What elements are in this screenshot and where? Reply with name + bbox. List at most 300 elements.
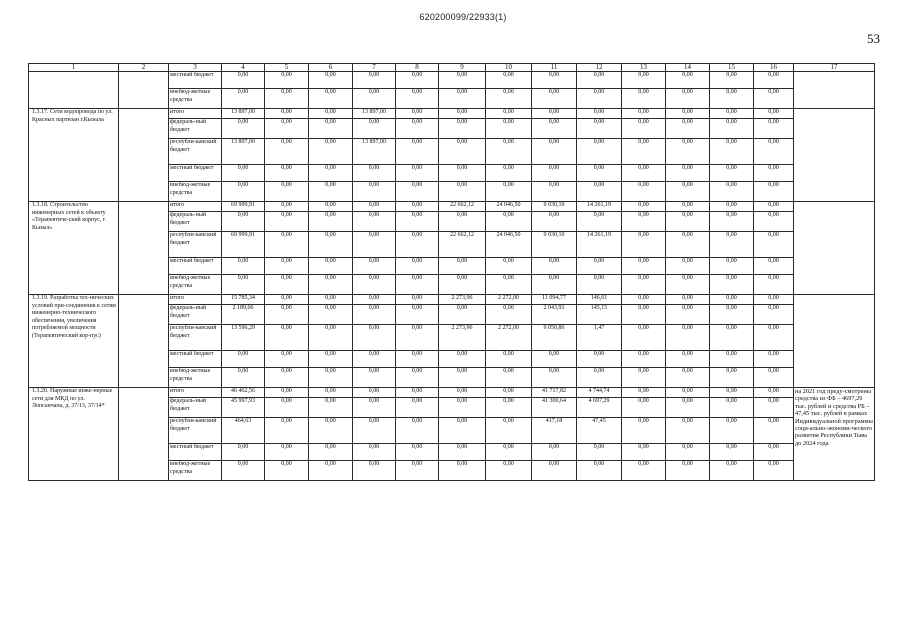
amount-cell: 0,00 [577, 461, 622, 481]
amount-cell: 13 897,00 [222, 109, 265, 119]
amount-cell: 0,00 [622, 398, 666, 418]
amount-cell: 0,00 [532, 212, 577, 232]
header-cell: 5 [265, 64, 309, 72]
amount-cell: 0,00 [622, 182, 666, 202]
header-cell: 17 [794, 64, 875, 72]
amount-cell: 22 662,12 [439, 202, 486, 212]
amount-cell: 0,00 [265, 258, 309, 275]
amount-cell: 13 596,29 [222, 325, 265, 351]
amount-cell: 0,00 [710, 461, 754, 481]
column-2-cell [119, 388, 169, 481]
amount-cell: 0,00 [754, 418, 794, 444]
amount-cell: 0,00 [710, 305, 754, 325]
amount-cell: 0,00 [265, 295, 309, 305]
amount-cell: 0,00 [666, 119, 710, 139]
header-cell: 3 [169, 64, 222, 72]
funding-source: республи-канский бюджет [169, 232, 222, 258]
funding-source: итого [169, 109, 222, 119]
amount-cell: 0,00 [309, 165, 353, 182]
amount-cell: 0,00 [396, 388, 439, 398]
amount-cell: 9 030,10 [532, 202, 577, 212]
amount-cell: 0,00 [396, 295, 439, 305]
amount-cell: 0,00 [666, 72, 710, 89]
amount-cell: 0,00 [710, 258, 754, 275]
amount-cell: 0,00 [666, 89, 710, 109]
amount-cell: 0,00 [577, 444, 622, 461]
funding-source: федераль-ный бюджет [169, 119, 222, 139]
amount-cell: 0,00 [396, 275, 439, 295]
column-2-cell [119, 109, 169, 202]
amount-cell: 0,00 [710, 165, 754, 182]
amount-cell: 0,00 [754, 368, 794, 388]
amount-cell: 464,63 [222, 418, 265, 444]
amount-cell: 0,00 [532, 461, 577, 481]
amount-cell: 0,00 [265, 212, 309, 232]
amount-cell: 0,00 [622, 295, 666, 305]
amount-cell: 0,00 [309, 139, 353, 165]
item-name: 1.3.19. Разработка тех-нических условий при-соединения к сетям инженерно-технического обеспечения, увеличения потребляемой мощности (Терапевтический кор-пус) [29, 295, 119, 388]
amount-cell: 0,00 [265, 139, 309, 165]
amount-cell: 0,00 [622, 232, 666, 258]
amount-cell: 0,00 [439, 351, 486, 368]
amount-cell: 0,00 [439, 388, 486, 398]
amount-cell: 0,00 [532, 119, 577, 139]
amount-cell: 0,00 [754, 212, 794, 232]
amount-cell: 0,00 [396, 182, 439, 202]
amount-cell: 0,00 [486, 139, 532, 165]
amount-cell: 0,00 [754, 202, 794, 212]
amount-cell: 0,00 [622, 461, 666, 481]
amount-cell: 0,00 [486, 182, 532, 202]
amount-cell: 0,00 [353, 398, 396, 418]
amount-cell: 0,00 [396, 305, 439, 325]
table-row [29, 388, 875, 398]
amount-cell: 0,00 [710, 295, 754, 305]
amount-cell: 0,00 [666, 139, 710, 165]
amount-cell: 0,00 [622, 119, 666, 139]
amount-cell: 0,00 [710, 119, 754, 139]
amount-cell: 0,00 [353, 212, 396, 232]
amount-cell: 13 897,00 [222, 139, 265, 165]
amount-cell: 0,00 [353, 72, 396, 89]
amount-cell: 0,00 [666, 212, 710, 232]
amount-cell: 0,00 [353, 165, 396, 182]
item-name: 1.3.17. Сети водопровода по ул. Красных партизан г.Кызыла [29, 109, 119, 202]
amount-cell: 0,00 [754, 232, 794, 258]
amount-cell: 41 300,64 [532, 398, 577, 418]
amount-cell: 0,00 [396, 398, 439, 418]
amount-cell: 0,00 [439, 461, 486, 481]
funding-source: местный бюджет [169, 351, 222, 368]
amount-cell: 1,47 [577, 325, 622, 351]
funding-source: местный бюджет [169, 444, 222, 461]
amount-cell: 0,00 [532, 89, 577, 109]
amount-cell: 0,00 [439, 258, 486, 275]
amount-cell: 0,00 [622, 89, 666, 109]
note-cell [794, 72, 875, 109]
amount-cell: 0,00 [666, 461, 710, 481]
amount-cell: 0,00 [222, 89, 265, 109]
column-2-cell [119, 202, 169, 295]
funding-source: итого [169, 202, 222, 212]
amount-cell: 0,00 [439, 165, 486, 182]
amount-cell: 0,00 [353, 275, 396, 295]
amount-cell: 0,00 [439, 444, 486, 461]
amount-cell: 0,00 [396, 119, 439, 139]
amount-cell: 0,00 [353, 444, 396, 461]
amount-cell: 9 030,10 [532, 232, 577, 258]
amount-cell: 0,00 [396, 165, 439, 182]
amount-cell: 0,00 [754, 325, 794, 351]
amount-cell: 0,00 [353, 202, 396, 212]
amount-cell: 0,00 [710, 388, 754, 398]
amount-cell: 0,00 [396, 232, 439, 258]
amount-cell: 0,00 [710, 418, 754, 444]
funding-source: внебюд-жетные средства [169, 182, 222, 202]
amount-cell: 2 272,00 [486, 295, 532, 305]
amount-cell: 46 462,56 [222, 388, 265, 398]
header-cell: 6 [309, 64, 353, 72]
amount-cell: 0,00 [754, 398, 794, 418]
amount-cell: 417,18 [532, 418, 577, 444]
amount-cell: 69 999,91 [222, 232, 265, 258]
amount-cell: 0,00 [486, 165, 532, 182]
amount-cell: 0,00 [265, 202, 309, 212]
amount-cell: 0,00 [309, 461, 353, 481]
amount-cell: 0,00 [353, 305, 396, 325]
amount-cell: 0,00 [710, 202, 754, 212]
amount-cell: 0,00 [754, 275, 794, 295]
amount-cell: 0,00 [622, 72, 666, 89]
funding-source: внебюд-жетные средства [169, 368, 222, 388]
funding-source: местный бюджет [169, 165, 222, 182]
amount-cell: 0,00 [666, 444, 710, 461]
funding-source: внебюд-жетные средства [169, 275, 222, 295]
amount-cell: 0,00 [666, 388, 710, 398]
amount-cell: 0,00 [265, 418, 309, 444]
amount-cell: 0,00 [222, 119, 265, 139]
funding-source: итого [169, 295, 222, 305]
amount-cell: 0,00 [265, 182, 309, 202]
amount-cell: 0,00 [439, 139, 486, 165]
funding-source: местный бюджет [169, 72, 222, 89]
amount-cell: 0,00 [710, 109, 754, 119]
amount-cell: 45 997,93 [222, 398, 265, 418]
amount-cell: 15 785,34 [222, 295, 265, 305]
funding-source: федераль-ный бюджет [169, 305, 222, 325]
amount-cell: 0,00 [486, 418, 532, 444]
amount-cell: 0,00 [265, 119, 309, 139]
amount-cell: 0,00 [622, 275, 666, 295]
amount-cell: 0,00 [532, 109, 577, 119]
funding-source: республи-канский бюджет [169, 325, 222, 351]
amount-cell: 0,00 [265, 275, 309, 295]
amount-cell: 0,00 [439, 398, 486, 418]
item-name [29, 72, 119, 109]
amount-cell: 0,00 [486, 305, 532, 325]
amount-cell: 0,00 [309, 182, 353, 202]
table-row [29, 295, 875, 305]
amount-cell: 0,00 [754, 351, 794, 368]
amount-cell: 0,00 [439, 368, 486, 388]
amount-cell: 0,00 [754, 109, 794, 119]
amount-cell: 0,00 [532, 275, 577, 295]
header-cell: 9 [439, 64, 486, 72]
amount-cell: 0,00 [353, 89, 396, 109]
amount-cell: 0,00 [439, 89, 486, 109]
amount-cell: 0,00 [486, 89, 532, 109]
amount-cell: 0,00 [309, 398, 353, 418]
amount-cell: 0,00 [754, 182, 794, 202]
amount-cell: 0,00 [309, 232, 353, 258]
amount-cell: 0,00 [309, 212, 353, 232]
amount-cell: 0,00 [309, 388, 353, 398]
amount-cell: 0,00 [439, 182, 486, 202]
amount-cell: 0,00 [754, 139, 794, 165]
budget-table [28, 63, 875, 481]
amount-cell: 0,00 [532, 72, 577, 89]
amount-cell: 0,00 [486, 275, 532, 295]
column-2-cell [119, 72, 169, 109]
amount-cell: 24 046,50 [486, 232, 532, 258]
amount-cell: 0,00 [309, 325, 353, 351]
amount-cell: 0,00 [265, 165, 309, 182]
amount-cell: 11 094,77 [532, 295, 577, 305]
amount-cell: 0,00 [353, 182, 396, 202]
header-cell: 10 [486, 64, 532, 72]
amount-cell: 0,00 [353, 232, 396, 258]
amount-cell: 0,00 [353, 258, 396, 275]
amount-cell: 0,00 [532, 444, 577, 461]
amount-cell: 0,00 [754, 72, 794, 89]
amount-cell: 0,00 [486, 461, 532, 481]
amount-cell: 0,00 [309, 89, 353, 109]
amount-cell: 0,00 [353, 119, 396, 139]
amount-cell: 0,00 [265, 351, 309, 368]
header-cell: 2 [119, 64, 169, 72]
amount-cell: 0,00 [666, 109, 710, 119]
amount-cell: 14 261,19 [577, 232, 622, 258]
amount-cell: 0,00 [577, 275, 622, 295]
amount-cell: 0,00 [532, 258, 577, 275]
table-body [29, 64, 875, 481]
funding-source: местный бюджет [169, 258, 222, 275]
amount-cell: 14 261,19 [577, 202, 622, 212]
amount-cell: 0,00 [577, 258, 622, 275]
amount-cell: 0,00 [532, 139, 577, 165]
amount-cell: 0,00 [666, 232, 710, 258]
amount-cell: 0,00 [622, 444, 666, 461]
amount-cell: 0,00 [754, 461, 794, 481]
header-cell: 12 [577, 64, 622, 72]
amount-cell: 0,00 [309, 72, 353, 89]
amount-cell: 0,00 [577, 89, 622, 109]
amount-cell: 0,00 [710, 89, 754, 109]
amount-cell: 0,00 [666, 258, 710, 275]
amount-cell: 0,00 [754, 119, 794, 139]
document-id: 620200099/22933(1) [419, 12, 507, 22]
amount-cell: 0,00 [439, 72, 486, 89]
amount-cell: 0,00 [622, 368, 666, 388]
item-name: 1.3.18. Строительство инженерных сетей к объекту «Терапевтиче-ский корпус, г. Кызыл» [29, 202, 119, 295]
amount-cell: 0,00 [439, 275, 486, 295]
amount-cell: 0,00 [710, 398, 754, 418]
amount-cell: 0,00 [222, 72, 265, 89]
amount-cell: 0,00 [265, 72, 309, 89]
amount-cell: 0,00 [710, 325, 754, 351]
amount-cell: 22 662,12 [439, 232, 486, 258]
amount-cell: 0,00 [532, 165, 577, 182]
amount-cell: 0,00 [577, 72, 622, 89]
funding-source: федераль-ный бюджет [169, 398, 222, 418]
amount-cell: 0,00 [222, 212, 265, 232]
amount-cell: 0,00 [396, 325, 439, 351]
amount-cell: 0,00 [222, 165, 265, 182]
amount-cell: 0,00 [754, 444, 794, 461]
header-cell: 15 [710, 64, 754, 72]
amount-cell: 0,00 [666, 351, 710, 368]
amount-cell: 0,00 [710, 444, 754, 461]
amount-cell: 0,00 [532, 351, 577, 368]
amount-cell: 0,00 [265, 444, 309, 461]
amount-cell: 0,00 [222, 368, 265, 388]
amount-cell: 0,00 [486, 351, 532, 368]
amount-cell: 0,00 [486, 444, 532, 461]
amount-cell: 0,00 [396, 72, 439, 89]
amount-cell: 0,00 [396, 368, 439, 388]
header-cell: 13 [622, 64, 666, 72]
amount-cell: 0,00 [396, 258, 439, 275]
item-name: 1.3.20. Наружные инже-нерные сети для МКД по ул. Лопсанчапа, д. 37/13, 37/14* [29, 388, 119, 481]
page-number: 53 [867, 31, 880, 46]
amount-cell: 0,00 [622, 202, 666, 212]
amount-cell: 0,00 [439, 418, 486, 444]
amount-cell: 0,00 [486, 368, 532, 388]
amount-cell: 0,00 [622, 212, 666, 232]
amount-cell: 0,00 [309, 202, 353, 212]
amount-cell: 4 697,29 [577, 398, 622, 418]
amount-cell: 0,00 [666, 368, 710, 388]
amount-cell: 0,00 [622, 258, 666, 275]
amount-cell: 0,00 [309, 119, 353, 139]
amount-cell: 0,00 [396, 212, 439, 232]
amount-cell: 0,00 [265, 232, 309, 258]
amount-cell: 0,00 [666, 418, 710, 444]
amount-cell: 0,00 [666, 275, 710, 295]
amount-cell: 0,00 [622, 305, 666, 325]
amount-cell: 0,00 [265, 388, 309, 398]
amount-cell: 0,00 [265, 89, 309, 109]
amount-cell: 0,00 [222, 182, 265, 202]
amount-cell: 0,00 [353, 295, 396, 305]
amount-cell: 0,00 [265, 461, 309, 481]
amount-cell: 145,15 [577, 305, 622, 325]
amount-cell: 0,00 [622, 351, 666, 368]
amount-cell: 0,00 [577, 212, 622, 232]
amount-cell: 0,00 [754, 165, 794, 182]
amount-cell: 0,00 [666, 398, 710, 418]
amount-cell: 0,00 [353, 325, 396, 351]
amount-cell: 0,00 [710, 368, 754, 388]
amount-cell: 0,00 [353, 368, 396, 388]
amount-cell: 0,00 [222, 351, 265, 368]
amount-cell: 0,00 [577, 139, 622, 165]
amount-cell: 0,00 [265, 368, 309, 388]
amount-cell: 0,00 [577, 119, 622, 139]
amount-cell: 0,00 [622, 418, 666, 444]
header-cell: 14 [666, 64, 710, 72]
amount-cell: 0,00 [396, 202, 439, 212]
amount-cell: 9 050,86 [532, 325, 577, 351]
amount-cell: 24 046,50 [486, 202, 532, 212]
amount-cell: 0,00 [754, 89, 794, 109]
header-cell: 8 [396, 64, 439, 72]
amount-cell: 0,00 [396, 418, 439, 444]
amount-cell: 0,00 [486, 258, 532, 275]
amount-cell: 0,00 [622, 139, 666, 165]
amount-cell: 2 273,96 [439, 325, 486, 351]
amount-cell: 0,00 [577, 368, 622, 388]
amount-cell: 0,00 [754, 305, 794, 325]
funding-source: федераль-ный бюджет [169, 212, 222, 232]
amount-cell: 0,00 [353, 351, 396, 368]
amount-cell: 41 717,82 [532, 388, 577, 398]
header-cell: 7 [353, 64, 396, 72]
amount-cell: 0,00 [486, 398, 532, 418]
amount-cell: 0,00 [754, 295, 794, 305]
amount-cell: 2 189,06 [222, 305, 265, 325]
amount-cell: 0,00 [309, 305, 353, 325]
amount-cell: 0,00 [265, 305, 309, 325]
header-cell: 11 [532, 64, 577, 72]
amount-cell: 0,00 [309, 368, 353, 388]
amount-cell: 0,00 [710, 182, 754, 202]
amount-cell: 0,00 [396, 109, 439, 119]
amount-cell: 0,00 [439, 119, 486, 139]
amount-cell: 0,00 [486, 72, 532, 89]
amount-cell: 0,00 [439, 305, 486, 325]
amount-cell: 0,00 [353, 418, 396, 444]
funding-source: республи-канский бюджет [169, 418, 222, 444]
header-cell: 16 [754, 64, 794, 72]
amount-cell: 0,00 [666, 202, 710, 212]
amount-cell: 0,00 [532, 368, 577, 388]
funding-source: внебюд-жетные средства [169, 89, 222, 109]
amount-cell: 0,00 [439, 109, 486, 119]
amount-cell: 0,00 [396, 461, 439, 481]
amount-cell: 146,61 [577, 295, 622, 305]
amount-cell: 0,00 [353, 388, 396, 398]
note-cell [794, 202, 875, 295]
amount-cell: 0,00 [666, 305, 710, 325]
amount-cell: 0,00 [309, 418, 353, 444]
header-row [29, 64, 875, 72]
amount-cell: 0,00 [396, 139, 439, 165]
note-cell [794, 109, 875, 202]
amount-cell: 0,00 [622, 325, 666, 351]
amount-cell: 0,00 [754, 258, 794, 275]
amount-cell: 0,00 [309, 295, 353, 305]
funding-source: республи-канский бюджет [169, 139, 222, 165]
amount-cell: 13 897,00 [353, 139, 396, 165]
amount-cell: 0,00 [710, 351, 754, 368]
amount-cell: 69 999,91 [222, 202, 265, 212]
note-cell [794, 295, 875, 388]
amount-cell: 0,00 [622, 109, 666, 119]
amount-cell: 13 897,00 [353, 109, 396, 119]
amount-cell: 0,00 [666, 295, 710, 305]
amount-cell: 0,00 [622, 165, 666, 182]
